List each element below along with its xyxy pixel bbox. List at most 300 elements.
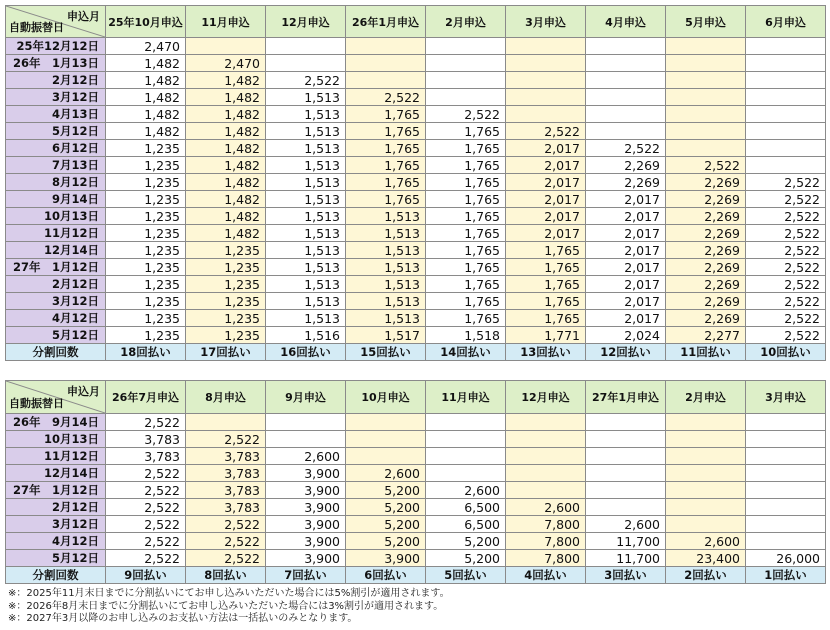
amount-cell: 3,900 <box>266 465 346 482</box>
amount-cell: 1,765 <box>346 140 426 157</box>
amount-cell: 11,700 <box>586 533 666 550</box>
amount-cell <box>426 414 506 431</box>
installment-count-cell: 7回払い <box>266 567 346 584</box>
column-header: 12月申込 <box>266 6 346 38</box>
amount-cell: 1,235 <box>106 225 186 242</box>
debit-date-label: 26年 1月13日 <box>6 55 106 72</box>
amount-cell: 1,513 <box>346 242 426 259</box>
amount-cell <box>426 431 506 448</box>
amount-cell: 2,269 <box>666 174 746 191</box>
table-row <box>6 55 826 72</box>
table-row <box>6 242 826 259</box>
footnotes <box>8 588 450 626</box>
installment-count-cell: 9回払い <box>106 567 186 584</box>
corner-label-apply-month: 申込月 <box>67 10 100 23</box>
amount-cell: 1,513 <box>346 276 426 293</box>
amount-cell <box>746 482 826 499</box>
amount-cell: 1,482 <box>186 140 266 157</box>
amount-cell: 1,513 <box>266 191 346 208</box>
column-header: 25年10月申込 <box>106 6 186 38</box>
amount-cell: 1,513 <box>266 123 346 140</box>
corner-label-debit-date: 自動振替日 <box>9 397 64 410</box>
amount-cell: 2,522 <box>746 191 826 208</box>
amount-cell: 2,522 <box>746 174 826 191</box>
table-row <box>6 208 826 225</box>
amount-cell: 1,235 <box>106 140 186 157</box>
amount-cell: 2,522 <box>186 516 266 533</box>
amount-cell: 2,269 <box>586 157 666 174</box>
column-header: 11月申込 <box>426 381 506 414</box>
amount-cell <box>506 465 586 482</box>
column-header: 2月申込 <box>666 381 746 414</box>
corner-label-apply-month: 申込月 <box>67 385 100 398</box>
column-header: 4月申込 <box>586 6 666 38</box>
amount-cell <box>586 55 666 72</box>
column-header: 3月申込 <box>746 381 826 414</box>
debit-date-label: 4月12日 <box>6 533 106 550</box>
amount-cell: 1,482 <box>106 106 186 123</box>
amount-cell <box>266 38 346 55</box>
installment-count-cell: 15回払い <box>346 344 426 361</box>
installment-count-cell: 11回払い <box>666 344 746 361</box>
column-header: 3月申込 <box>506 6 586 38</box>
amount-cell <box>746 38 826 55</box>
amount-cell: 1,513 <box>266 276 346 293</box>
amount-cell: 1,482 <box>186 174 266 191</box>
debit-date-label: 4月13日 <box>6 106 106 123</box>
amount-cell: 1,513 <box>346 310 426 327</box>
amount-cell <box>746 157 826 174</box>
amount-cell: 2,600 <box>426 482 506 499</box>
installment-count-label: 分割回数 <box>6 567 106 584</box>
amount-cell: 2,017 <box>586 310 666 327</box>
amount-cell: 2,522 <box>426 106 506 123</box>
amount-cell: 1,771 <box>506 327 586 344</box>
amount-cell: 5,200 <box>426 533 506 550</box>
table-row <box>6 293 826 310</box>
amount-cell: 1,482 <box>186 225 266 242</box>
column-header: 2月申込 <box>426 6 506 38</box>
installment-count-cell: 5回払い <box>426 567 506 584</box>
amount-cell: 1,513 <box>266 157 346 174</box>
debit-date-label: 27年 1月12日 <box>6 482 106 499</box>
amount-cell: 3,783 <box>106 431 186 448</box>
amount-cell: 7,800 <box>506 550 586 567</box>
debit-date-label: 6月12日 <box>6 140 106 157</box>
installment-count-cell: 8回払い <box>186 567 266 584</box>
debit-date-label: 2月12日 <box>6 499 106 516</box>
amount-cell: 6,500 <box>426 499 506 516</box>
amount-cell: 2,269 <box>666 276 746 293</box>
amount-cell <box>506 482 586 499</box>
amount-cell: 2,522 <box>186 550 266 567</box>
debit-date-label: 3月12日 <box>6 516 106 533</box>
amount-cell <box>746 140 826 157</box>
amount-cell: 23,400 <box>666 550 746 567</box>
amount-cell: 2,522 <box>186 533 266 550</box>
amount-cell: 1,765 <box>426 191 506 208</box>
amount-cell: 1,482 <box>186 106 266 123</box>
amount-cell: 1,235 <box>106 293 186 310</box>
table-row <box>6 157 826 174</box>
amount-cell: 2,017 <box>506 174 586 191</box>
amount-cell: 1,482 <box>186 157 266 174</box>
table-row <box>6 174 826 191</box>
amount-cell <box>666 89 746 106</box>
amount-cell: 2,017 <box>586 191 666 208</box>
table-row <box>6 533 826 550</box>
amount-cell <box>426 55 506 72</box>
amount-cell: 2,522 <box>346 89 426 106</box>
amount-cell <box>506 414 586 431</box>
column-header: 11月申込 <box>186 6 266 38</box>
table-row <box>6 516 826 533</box>
table-row <box>6 259 826 276</box>
table-row <box>6 225 826 242</box>
debit-date-label: 10月13日 <box>6 431 106 448</box>
table-row <box>6 499 826 516</box>
debit-date-label: 11月12日 <box>6 225 106 242</box>
amount-cell: 2,522 <box>666 157 746 174</box>
amount-cell: 1,765 <box>426 140 506 157</box>
amount-cell <box>586 482 666 499</box>
installment-count-cell: 13回払い <box>506 344 586 361</box>
amount-cell: 2,017 <box>506 157 586 174</box>
amount-cell: 1,765 <box>346 123 426 140</box>
amount-cell: 1,513 <box>266 106 346 123</box>
debit-date-label: 7月13日 <box>6 157 106 174</box>
amount-cell: 1,235 <box>106 310 186 327</box>
amount-cell <box>426 89 506 106</box>
amount-cell: 2,522 <box>106 516 186 533</box>
amount-cell: 1,765 <box>426 310 506 327</box>
amount-cell: 2,522 <box>106 499 186 516</box>
amount-cell <box>586 465 666 482</box>
amount-cell: 1,765 <box>506 276 586 293</box>
amount-cell <box>506 106 586 123</box>
amount-cell: 5,200 <box>426 550 506 567</box>
amount-cell: 3,900 <box>266 550 346 567</box>
amount-cell <box>506 72 586 89</box>
amount-cell: 1,482 <box>186 191 266 208</box>
debit-date-label: 8月12日 <box>6 174 106 191</box>
column-header: 10月申込 <box>346 381 426 414</box>
amount-cell: 1,235 <box>106 259 186 276</box>
amount-cell: 3,900 <box>266 482 346 499</box>
debit-date-label: 4月12日 <box>6 310 106 327</box>
amount-cell <box>586 106 666 123</box>
amount-cell: 1,518 <box>426 327 506 344</box>
debit-date-label: 3月12日 <box>6 293 106 310</box>
debit-date-label: 11月12日 <box>6 448 106 465</box>
installment-count-cell: 2回払い <box>666 567 746 584</box>
amount-cell: 1,235 <box>106 327 186 344</box>
amount-cell: 2,522 <box>106 465 186 482</box>
amount-cell <box>666 140 746 157</box>
table-row <box>6 465 826 482</box>
amount-cell: 2,600 <box>346 465 426 482</box>
amount-cell: 3,783 <box>186 499 266 516</box>
amount-cell <box>666 431 746 448</box>
amount-cell <box>506 38 586 55</box>
amount-cell: 1,235 <box>106 208 186 225</box>
amount-cell: 1,765 <box>346 174 426 191</box>
amount-cell <box>666 38 746 55</box>
table-row <box>6 72 826 89</box>
installment-count-cell: 12回払い <box>586 344 666 361</box>
amount-cell: 5,200 <box>346 482 426 499</box>
debit-date-label: 2月12日 <box>6 276 106 293</box>
amount-cell <box>746 448 826 465</box>
amount-cell <box>346 38 426 55</box>
amount-cell <box>586 499 666 516</box>
table-row <box>6 191 826 208</box>
amount-cell: 2,522 <box>106 550 186 567</box>
amount-cell <box>186 38 266 55</box>
amount-cell: 1,765 <box>506 310 586 327</box>
amount-cell <box>666 465 746 482</box>
amount-cell <box>586 414 666 431</box>
amount-cell: 2,522 <box>746 276 826 293</box>
debit-date-label: 25年12月12日 <box>6 38 106 55</box>
column-header: 8月申込 <box>186 381 266 414</box>
amount-cell: 1,516 <box>266 327 346 344</box>
debit-date-label: 2月12日 <box>6 72 106 89</box>
debit-date-label: 5月12日 <box>6 327 106 344</box>
amount-cell: 1,482 <box>106 89 186 106</box>
amount-cell: 1,513 <box>266 242 346 259</box>
amount-cell: 2,522 <box>106 414 186 431</box>
amount-cell: 1,482 <box>186 89 266 106</box>
amount-cell: 2,522 <box>746 242 826 259</box>
amount-cell: 3,900 <box>346 550 426 567</box>
table-row <box>6 550 826 567</box>
amount-cell: 1,235 <box>186 327 266 344</box>
header-row <box>6 6 826 38</box>
amount-cell: 5,200 <box>346 516 426 533</box>
table-row <box>6 123 826 140</box>
debit-date-label: 5月12日 <box>6 123 106 140</box>
amount-cell: 2,269 <box>666 259 746 276</box>
installment-count-cell: 16回払い <box>266 344 346 361</box>
amount-cell <box>666 123 746 140</box>
amount-cell <box>666 106 746 123</box>
amount-cell: 1,235 <box>106 276 186 293</box>
corner-cell <box>6 381 106 414</box>
amount-cell: 1,235 <box>186 242 266 259</box>
amount-cell: 2,470 <box>186 55 266 72</box>
debit-date-label: 9月14日 <box>6 191 106 208</box>
amount-cell: 2,522 <box>746 259 826 276</box>
amount-cell: 1,765 <box>506 293 586 310</box>
amount-cell: 1,235 <box>106 174 186 191</box>
column-header: 6月申込 <box>746 6 826 38</box>
amount-cell: 1,513 <box>266 293 346 310</box>
amount-cell: 2,269 <box>666 191 746 208</box>
table-row <box>6 276 826 293</box>
amount-cell <box>746 106 826 123</box>
amount-cell: 2,522 <box>106 482 186 499</box>
amount-cell: 1,765 <box>506 242 586 259</box>
amount-cell: 5,200 <box>346 533 426 550</box>
footnote-2: ※：2026年8月末日までに分割払いにてお申し込みいただいた場合には3%割引が適用されます。 <box>8 600 444 612</box>
amount-cell <box>666 499 746 516</box>
amount-cell: 1,513 <box>346 225 426 242</box>
amount-cell: 2,522 <box>746 225 826 242</box>
amount-cell: 1,513 <box>346 259 426 276</box>
amount-cell <box>426 465 506 482</box>
amount-cell: 7,800 <box>506 516 586 533</box>
amount-cell <box>586 89 666 106</box>
amount-cell: 1,765 <box>426 157 506 174</box>
column-header: 27年1月申込 <box>586 381 666 414</box>
corner-cell <box>6 6 106 38</box>
amount-cell <box>746 72 826 89</box>
amount-cell: 1,482 <box>106 72 186 89</box>
installment-count-cell: 17回払い <box>186 344 266 361</box>
amount-cell <box>586 448 666 465</box>
table-row <box>6 140 826 157</box>
table-row <box>6 38 826 55</box>
amount-cell: 2,017 <box>506 191 586 208</box>
amount-cell: 26,000 <box>746 550 826 567</box>
installment-count-row <box>6 567 826 584</box>
amount-cell: 3,900 <box>266 533 346 550</box>
amount-cell: 2,017 <box>586 293 666 310</box>
amount-cell <box>666 448 746 465</box>
amount-cell <box>426 448 506 465</box>
amount-cell: 1,235 <box>186 310 266 327</box>
table-row <box>6 431 826 448</box>
column-header: 26年1月申込 <box>346 6 426 38</box>
amount-cell: 1,765 <box>426 123 506 140</box>
amount-cell: 2,277 <box>666 327 746 344</box>
table-row <box>6 414 826 431</box>
installment-count-cell: 4回払い <box>506 567 586 584</box>
amount-cell: 1,765 <box>426 259 506 276</box>
amount-cell <box>746 499 826 516</box>
amount-cell: 1,482 <box>106 123 186 140</box>
amount-cell <box>666 482 746 499</box>
amount-cell: 1,765 <box>426 208 506 225</box>
amount-cell: 2,522 <box>586 140 666 157</box>
amount-cell: 1,765 <box>426 242 506 259</box>
installment-count-cell: 3回払い <box>586 567 666 584</box>
amount-cell: 2,522 <box>746 293 826 310</box>
amount-cell <box>346 414 426 431</box>
amount-cell <box>506 55 586 72</box>
amount-cell: 2,017 <box>506 225 586 242</box>
column-header: 26年7月申込 <box>106 381 186 414</box>
amount-cell <box>666 516 746 533</box>
installment-count-cell: 18回払い <box>106 344 186 361</box>
installment-count-label: 分割回数 <box>6 344 106 361</box>
table-row <box>6 482 826 499</box>
amount-cell <box>746 533 826 550</box>
amount-cell <box>346 448 426 465</box>
amount-cell: 2,522 <box>746 208 826 225</box>
amount-cell: 1,513 <box>266 89 346 106</box>
amount-cell <box>666 55 746 72</box>
corner-label-debit-date: 自動振替日 <box>9 21 64 34</box>
amount-cell <box>346 431 426 448</box>
amount-cell: 1,235 <box>106 157 186 174</box>
amount-cell <box>586 123 666 140</box>
amount-cell: 3,900 <box>266 516 346 533</box>
amount-cell: 2,269 <box>666 242 746 259</box>
amount-cell: 1,765 <box>506 259 586 276</box>
installment-table-1 <box>5 5 826 361</box>
amount-cell: 1,513 <box>346 293 426 310</box>
amount-cell: 1,765 <box>346 191 426 208</box>
amount-cell: 2,522 <box>506 123 586 140</box>
amount-cell: 1,235 <box>106 242 186 259</box>
amount-cell <box>746 465 826 482</box>
amount-cell: 1,482 <box>186 72 266 89</box>
amount-cell: 2,017 <box>586 242 666 259</box>
amount-cell: 3,783 <box>106 448 186 465</box>
amount-cell: 2,522 <box>746 327 826 344</box>
amount-cell: 2,600 <box>506 499 586 516</box>
amount-cell: 1,235 <box>106 191 186 208</box>
amount-cell: 11,700 <box>586 550 666 567</box>
amount-cell: 2,017 <box>506 140 586 157</box>
amount-cell <box>506 448 586 465</box>
amount-cell <box>506 89 586 106</box>
amount-cell: 1,765 <box>426 293 506 310</box>
table-row <box>6 448 826 465</box>
amount-cell: 1,482 <box>186 208 266 225</box>
installment-count-cell: 1回払い <box>746 567 826 584</box>
amount-cell: 1,513 <box>266 310 346 327</box>
amount-cell: 2,269 <box>666 225 746 242</box>
amount-cell: 1,235 <box>186 276 266 293</box>
amount-cell: 2,600 <box>666 533 746 550</box>
amount-cell: 1,513 <box>266 208 346 225</box>
amount-cell: 3,783 <box>186 482 266 499</box>
amount-cell: 1,765 <box>346 157 426 174</box>
amount-cell: 2,269 <box>666 208 746 225</box>
amount-cell: 1,513 <box>346 208 426 225</box>
amount-cell <box>266 431 346 448</box>
amount-cell <box>746 55 826 72</box>
amount-cell <box>426 72 506 89</box>
amount-cell: 1,513 <box>266 259 346 276</box>
amount-cell <box>586 431 666 448</box>
amount-cell <box>666 72 746 89</box>
amount-cell <box>266 55 346 72</box>
amount-cell: 2,017 <box>586 208 666 225</box>
debit-date-label: 27年 1月12日 <box>6 259 106 276</box>
amount-cell: 3,783 <box>186 465 266 482</box>
installment-count-row <box>6 344 826 361</box>
debit-date-label: 26年 9月14日 <box>6 414 106 431</box>
amount-cell <box>426 38 506 55</box>
debit-date-label: 3月12日 <box>6 89 106 106</box>
amount-cell: 2,017 <box>586 225 666 242</box>
amount-cell: 1,513 <box>266 174 346 191</box>
amount-cell: 2,522 <box>746 310 826 327</box>
amount-cell: 1,765 <box>426 225 506 242</box>
debit-date-label: 12月14日 <box>6 465 106 482</box>
amount-cell <box>746 89 826 106</box>
amount-cell: 2,269 <box>666 293 746 310</box>
amount-cell: 1,482 <box>106 55 186 72</box>
amount-cell: 2,600 <box>266 448 346 465</box>
amount-cell: 2,470 <box>106 38 186 55</box>
amount-cell: 1,765 <box>346 106 426 123</box>
amount-cell <box>746 123 826 140</box>
